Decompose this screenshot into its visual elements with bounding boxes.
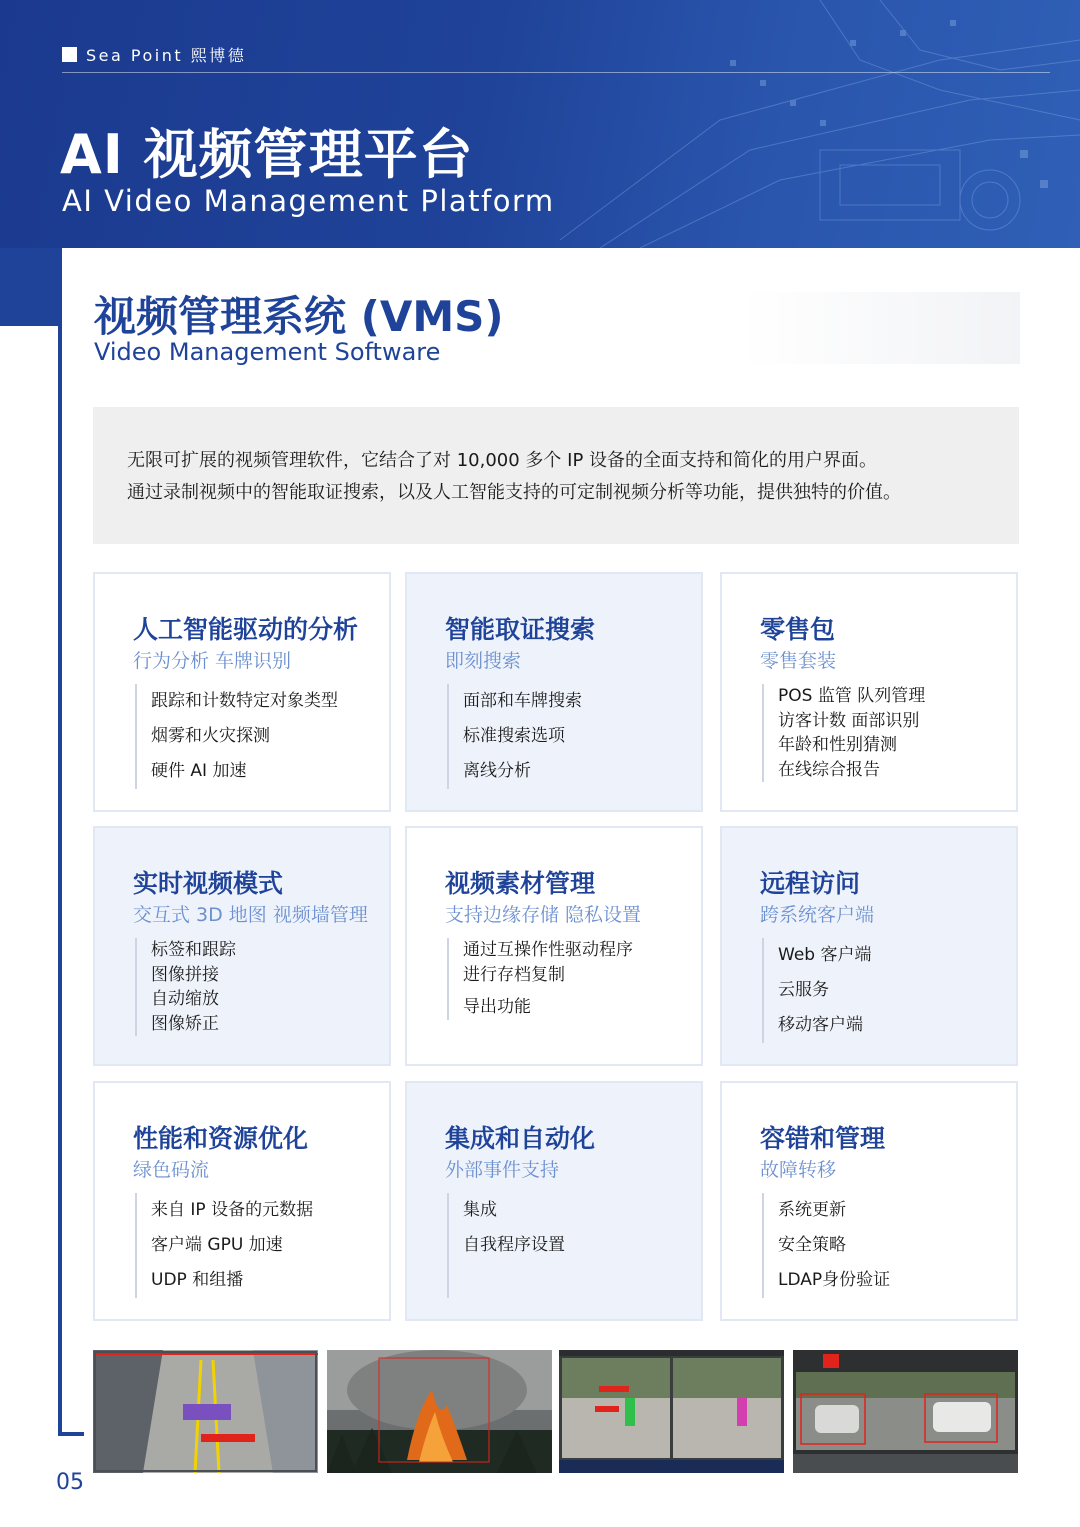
feature-card-remote-access — [720, 826, 1018, 1066]
list-item: 标准搜索选项 — [463, 726, 565, 746]
title-glow-decoration — [740, 292, 1020, 364]
card-list — [135, 938, 236, 1036]
card-title: 远程访问 — [760, 869, 861, 898]
human-detection-image — [559, 1350, 784, 1473]
list-item: 访客计数 面部识别 — [778, 710, 920, 731]
card-subtitle: 零售套装 — [760, 650, 837, 672]
feature-card-footage-management — [405, 826, 703, 1066]
list-item: LDAP身份验证 — [778, 1270, 891, 1290]
card-list — [762, 684, 925, 782]
card-subtitle: 绿色码流 — [133, 1159, 210, 1181]
page-subtitle: AI Video Management Platform — [62, 184, 555, 218]
feature-card-forensic-search — [405, 572, 703, 812]
brand-name: Sea Point 熙博德 — [86, 45, 247, 65]
list-item: 导出功能 — [463, 997, 531, 1017]
header-left-extension — [0, 248, 62, 326]
card-title: 人工智能驱动的分析 — [133, 615, 359, 644]
card-subtitle: 故障转移 — [760, 1159, 837, 1181]
feature-card-live-video — [93, 826, 391, 1066]
list-item: 通过互操作性驱动程序 — [463, 940, 633, 960]
list-item: 集成 — [463, 1200, 497, 1220]
list-item: 离线分析 — [463, 761, 531, 781]
card-subtitle: 外部事件支持 — [445, 1159, 560, 1181]
list-item: 自动缩放 — [151, 989, 219, 1009]
list-item: 图像矫正 — [151, 1013, 219, 1034]
card-title: 容错和管理 — [760, 1124, 886, 1153]
intro-box — [93, 407, 1019, 544]
card-title: 零售包 — [760, 615, 836, 644]
bottom-accent-line — [58, 1432, 84, 1436]
feature-card-ai-analytics — [93, 572, 391, 812]
plate-recognition-image — [793, 1350, 1018, 1473]
list-item: 烟雾和火灾探测 — [151, 726, 270, 746]
header-divider — [62, 72, 1050, 73]
card-title: 性能和资源优化 — [133, 1124, 309, 1153]
list-item: 安全策略 — [778, 1235, 846, 1255]
fire-detection-image — [327, 1350, 552, 1473]
left-accent-line — [58, 326, 62, 1436]
list-item: 客户端 GPU 加速 — [151, 1235, 283, 1255]
brand-square-icon — [62, 47, 77, 62]
card-subtitle: 支持边缘存储 隐私设置 — [445, 904, 642, 926]
card-title: 视频素材管理 — [445, 869, 596, 898]
card-list — [447, 684, 582, 789]
card-subtitle: 跨系统客户端 — [760, 904, 875, 926]
section-title: 视频管理系统 (VMS) — [94, 292, 504, 341]
intro-line: 通过录制视频中的智能取证搜索，以及人工智能支持的可定制视频分析等功能，提供独特的价值。 — [127, 482, 901, 503]
card-title: 实时视频模式 — [133, 869, 284, 898]
page-title: AI 视频管理平台 — [60, 123, 474, 186]
card-list — [135, 684, 338, 789]
list-item: 面部和车牌搜索 — [463, 691, 582, 711]
list-item: 跟踪和计数特定对象类型 — [151, 691, 338, 711]
card-list — [135, 1193, 313, 1298]
card-list — [447, 1193, 565, 1298]
list-item: 硬件 AI 加速 — [151, 761, 247, 781]
fall-detection-image — [93, 1350, 318, 1473]
feature-card-performance — [93, 1081, 391, 1321]
list-item: 在线综合报告 — [778, 759, 880, 780]
feature-card-integration — [405, 1081, 703, 1321]
card-list — [762, 1193, 890, 1298]
circuit-pattern-decoration — [520, 0, 1080, 248]
list-item: UDP 和组播 — [151, 1270, 244, 1290]
list-item: 图像拼接 — [151, 964, 219, 985]
list-item: 自我程序设置 — [463, 1235, 565, 1255]
card-title: 智能取证搜索 — [445, 615, 596, 644]
card-list — [447, 938, 633, 1020]
list-item: 系统更新 — [778, 1200, 846, 1220]
intro-line: 无限可扩展的视频管理软件，它结合了对 10,000 多个 IP 设备的全面支持和简化的用户界面。 — [127, 450, 878, 471]
feature-card-retail-pack — [720, 572, 1018, 812]
brand-row — [62, 44, 246, 64]
card-subtitle: 行为分析 车牌识别 — [133, 650, 292, 672]
list-item: 年龄和性别猜测 — [778, 735, 897, 755]
card-subtitle: 即刻搜索 — [445, 650, 522, 672]
card-subtitle: 交互式 3D 地图 视频墙管理 — [133, 904, 368, 926]
card-list — [762, 938, 871, 1043]
feature-card-fault-tolerance — [720, 1081, 1018, 1321]
header-band — [0, 0, 1080, 248]
list-item: 移动客户端 — [778, 1015, 863, 1035]
card-title: 集成和自动化 — [445, 1124, 596, 1153]
list-item: 标签和跟踪 — [151, 940, 236, 960]
list-item: POS 监管 队列管理 — [778, 686, 926, 706]
list-item: 云服务 — [778, 980, 829, 1000]
page-number: 05 — [56, 1470, 84, 1495]
list-item: 来自 IP 设备的元数据 — [151, 1200, 314, 1220]
section-subtitle: Video Management Software — [94, 338, 441, 366]
list-item: 进行存档复制 — [463, 964, 565, 985]
list-item: Web 客户端 — [778, 945, 872, 965]
